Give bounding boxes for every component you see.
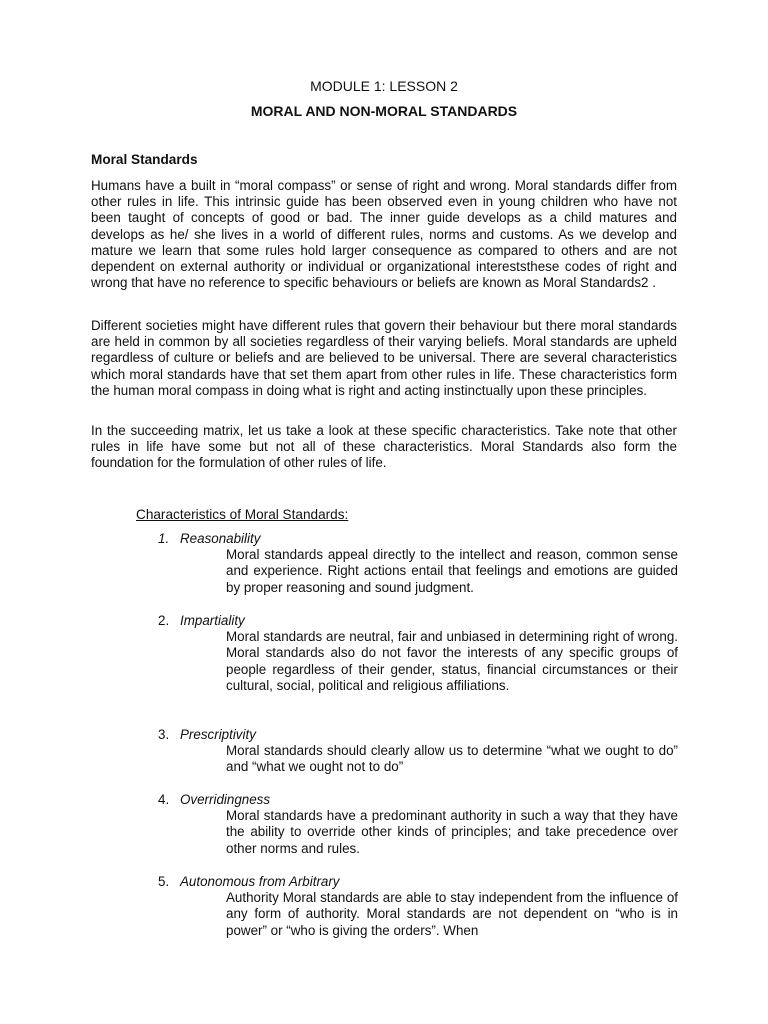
list-item-description: Moral standards are neutral, fair and unbiased in determining right of wrong. Moral standards also do not favor the interests of any specific groups of people regardless of their gender, status, financial circumstances or their cultural, social, political and religious affiliations. — [226, 629, 678, 693]
list-item-label — [158, 613, 678, 629]
list-item-number: 4. — [158, 792, 170, 807]
paragraph-societies: Different societies might have different rules that govern their behaviour but there moral standards are held in common by all societies regardless of their varying beliefs. Moral standards are upheld regardless of culture or beliefs and are believed to be universal. There are several characteristics which moral standards have that set them apart from other rules in life. These characteristics form the human moral compass in doing what is right and acting instinctually upon these principles. — [91, 318, 677, 398]
list-item-name: Autonomous from Arbitrary — [180, 874, 340, 889]
list-item-label — [158, 727, 678, 743]
list-item — [158, 727, 678, 776]
list-item-number: 5. — [158, 874, 170, 889]
list-item-name: Overridingness — [180, 792, 271, 807]
list-item-number: 3. — [158, 727, 170, 742]
list-item-description: Moral standards have a predominant authority in such a way that they have the ability to override other kinds of principles; and take precedence over other norms and rules. — [226, 808, 678, 856]
list-item-label — [158, 531, 678, 547]
list-item-label — [158, 792, 678, 808]
list-item-name: Reasonability — [180, 531, 261, 546]
list-item-name: Prescriptivity — [180, 727, 256, 742]
list-item-description: Moral standards appeal directly to the intellect and reason, common sense and experience. Right actions entail that feelings and emotions are guided by proper reasoning and sound judgment. — [226, 547, 678, 595]
page-title: MORAL AND NON-MORAL STANDARDS — [250, 103, 518, 119]
list-item-number: 2. — [158, 613, 170, 628]
list-item-number: 1. — [158, 531, 170, 546]
module-label: MODULE 1: LESSON 2 — [310, 78, 458, 94]
list-item — [158, 792, 678, 857]
list-item-name: Impartiality — [180, 613, 245, 628]
list-item — [158, 613, 678, 694]
list-item — [158, 874, 678, 939]
list-item — [158, 531, 678, 596]
section-heading: Moral Standards — [91, 152, 198, 167]
paragraph-intro: Humans have a built in “moral compass” or sense of right and wrong. Moral standards differ from other rules in life. This intrinsic guide has been observed even in young children who have not been taught of concepts of good or bad. The inner guide develops as a child matures and develops as he/ she lives in a world of different rules, norms and customs. As we develop and mature we learn that some rules hold larger consequence as compared to others and are not dependent on external authority or individual or organizational intereststhese codes of right and wrong that have no reference to specific behaviours or beliefs are known as Moral Standards2 . — [91, 178, 677, 291]
list-item-description: Authority Moral standards are able to stay independent from the influence of any form of authority. Moral standards are not dependent on “who is in power” or “who is giving the orders”. When — [226, 890, 678, 938]
characteristics-heading: Characteristics of Moral Standards: — [136, 507, 349, 522]
list-item-label — [158, 874, 678, 890]
list-item-description: Moral standards should clearly allow us to determine “what we ought to do” and “what we ought not to do” — [226, 743, 678, 775]
paragraph-matrix: In the succeeding matrix, let us take a look at these specific characteristics. Take note that other rules in life have some but not all of these characteristics. Moral Standards also form the foundation for the formulation of other rules of life. — [91, 423, 677, 471]
